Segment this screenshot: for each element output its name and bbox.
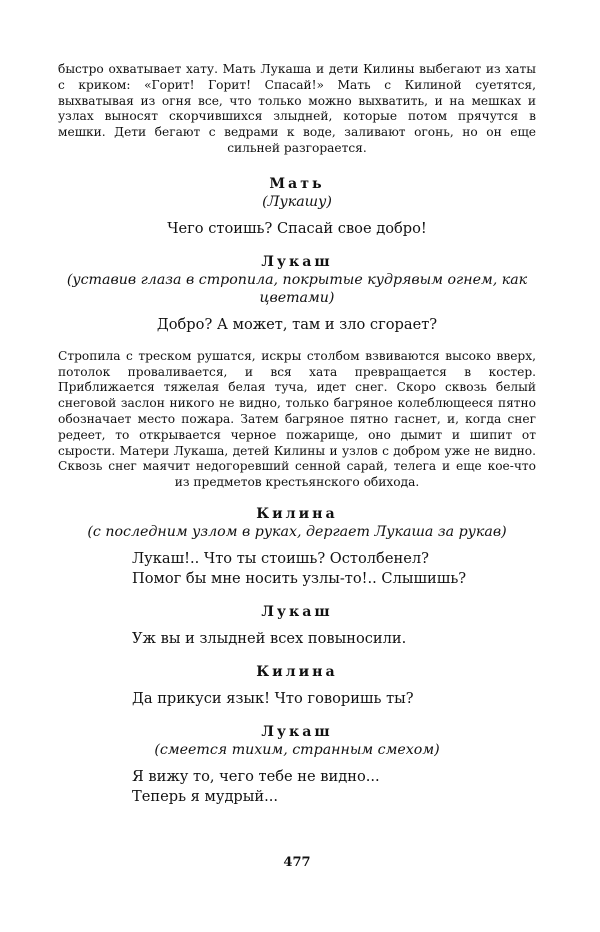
speaker-lukash-second: Лукаш xyxy=(261,603,333,620)
line-kilina-first: Лукаш!.. Что ты стоишь? Остолбенел? xyxy=(132,549,429,567)
line-lukash-third-b: Теперь я мудрый... xyxy=(132,787,279,805)
line-lukash-second: Уж вы и злыдней всех повыносили. xyxy=(132,629,407,647)
direction-lukash: (уставив глаза в стропила, покрытые кудрявым огнем, как цветами) xyxy=(66,271,528,306)
direction-kilina: (с последним узлом в руках, дергает Лукаша за рукав) xyxy=(87,523,507,540)
direction-lukash-third: (смеется тихим, странным смехом) xyxy=(154,741,440,758)
stage-direction-snow: Стропила с треском рушатся, искры столбом взвиваются высоко вверх, потолок проваливается, и вся хата превращается в костер. Приближается тяжелая белая туча, идет снег. Скоро сквозь белый снеговой заслон никого не видно, только багряное колеблющееся пятно обозначает место пожара. Затем багряное пятно гаснет, и, когда снег редеет, то открывается черное пожарище, оно дымит и шипит от сырости. Матери Лукаша, детей Килины и узлов с добром уже не видно. Сквозь снег маячит недогоревший сенной сарай, телега и еще кое-что из предметов крестьянского обихода. xyxy=(58,348,536,490)
book-page xyxy=(58,62,536,902)
speaker-kilina: Килина xyxy=(256,505,338,522)
line-kilina-third: Да прикуси язык! Что говоришь ты? xyxy=(132,689,414,707)
line-kilina-second: Помог бы мне носить узлы-то!.. Слышишь? xyxy=(132,569,467,587)
line-mat: Чего стоишь? Спасай свое добро! xyxy=(167,219,427,237)
stage-direction-fire: быстро охватывает хату. Мать Лукаша и дети Килины выбегают из хаты с криком: «Горит! Горит! Спасай!» Мать с Килиной суетятся, выхватывая из огня все, что только можно выхватить, и на мешках и узлах выносят скорчившихся злыдней, которые потом прячутся в мешки. Дети бегают с ведрами к воде, заливают огонь, но он еще сильней разгорается. xyxy=(58,62,536,155)
speaker-lukash: Лукаш xyxy=(261,253,333,270)
line-lukash: Добро? А может, там и зло сгорает? xyxy=(156,315,438,333)
speaker-lukash-third: Лукаш xyxy=(261,723,333,740)
speaker-mat: Мать xyxy=(269,175,325,192)
line-lukash-third-a: Я вижу то, чего тебе не видно... xyxy=(132,767,380,785)
speaker-kilina-second: Килина xyxy=(256,663,338,680)
page-number: 477 xyxy=(283,855,311,870)
direction-mat: (Лукашу) xyxy=(262,193,332,210)
